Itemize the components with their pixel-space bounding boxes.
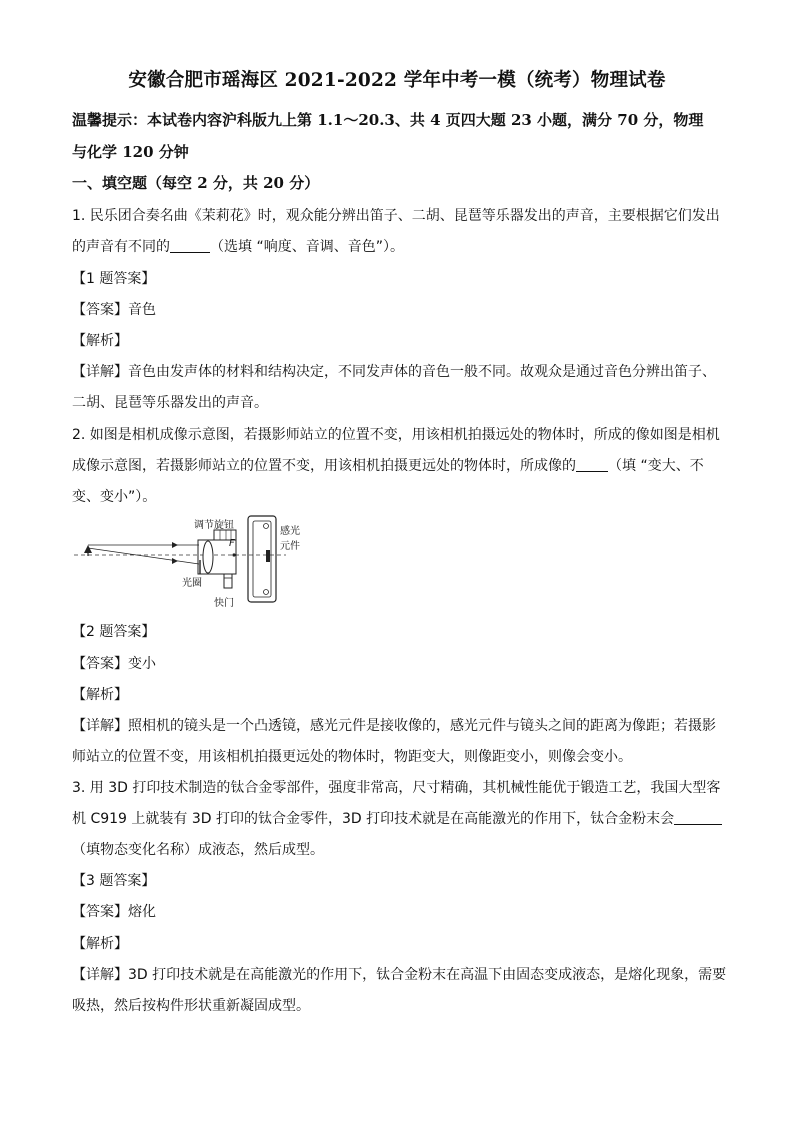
q2-answer-header: 【2 题答案】	[72, 624, 156, 640]
camera-diagram	[74, 512, 314, 612]
aperture-label: 光圈	[182, 578, 202, 589]
camera-body	[248, 516, 276, 602]
q2-analysis-label: 【解析】	[72, 687, 128, 703]
notice-line-2: 与化学 120 分钟	[72, 143, 189, 161]
q3-stem-text-a: 机 C919 上就装有 3D 打印的钛合金零件，3D 打印技术就是在高能激光的作用下，钛合金粉末会	[72, 811, 675, 827]
page-title: 安徽合肥市瑶海区 2021-2022 学年中考一模（统考）物理试卷	[128, 70, 666, 91]
ray-arrow-icon	[172, 542, 178, 548]
q1-detail-line-2: 二胡、昆琶等乐器发出的声音。	[72, 395, 268, 411]
q3-analysis-label: 【解析】	[72, 936, 128, 952]
q3-detail-line-1: 【详解】3D 打印技术就是在高能激光的作用下，钛合金粉末在高温下由固态变成液态，是熔化现象，需要	[72, 967, 727, 983]
q1-stem-line-1: 1. 民乐团合奏名曲《茉莉花》时，观众能分辨出笛子、二胡、昆琶等乐器发出的声音，主要根据它们发出	[72, 208, 720, 224]
q1-answer-blank	[170, 238, 210, 253]
q2-answer: 【答案】变小	[72, 656, 156, 672]
sensor-label-2: 元件	[280, 541, 300, 552]
q2-stem-text-b: （填 “变大、不	[608, 458, 704, 474]
q3-stem-line-3: （填物态变化名称）成液态，然后成型。	[72, 842, 324, 858]
shutter	[224, 574, 232, 588]
q1-answer-header: 【1 题答案】	[72, 271, 156, 287]
q2-stem-line-1: 2. 如图是相机成像示意图，若摄影师站立的位置不变，用该相机拍摄远处的物体时，所成的像如图是相机	[72, 427, 720, 443]
q2-stem-text-a: 成像示意图，若摄影师站立的位置不变，用该相机拍摄更远处的物体时，所成像的	[72, 458, 576, 474]
sensor-element	[266, 550, 270, 562]
q2-detail-line-2: 师站立的位置不变，用该相机拍摄更远处的物体时，物距变大，则像距变小，则像会变小。	[72, 749, 632, 765]
q1-answer: 【答案】音色	[72, 302, 156, 318]
q1-analysis-label: 【解析】	[72, 333, 128, 349]
q1-stem-text-b: （选填 “响度、音调、音色”）。	[210, 239, 404, 255]
object-tree-icon	[84, 545, 92, 556]
film-roller-icon	[264, 524, 269, 529]
q3-answer-blank	[674, 810, 722, 825]
notice-line-1: 温馨提示：本试卷内容沪科版九上第 1.1～20.3、共 4 页四大题 23 小题，满分 70 分，物理	[72, 111, 704, 129]
q1-stem-text-a: 的声音有不同的	[72, 239, 170, 255]
shutter-label: 快门	[214, 598, 234, 609]
q2-answer-blank	[576, 457, 608, 472]
q2-detail-line-1: 【详解】照相机的镜头是一个凸透镜，感光元件是接收像的，感光元件与镜头之间的距离为像距；若摄影	[72, 718, 716, 734]
q3-stem-line-1: 3. 用 3D 打印技术制造的钛合金零部件，强度非常高，尺寸精确，其机械性能优于锻造工艺，我国大型客	[72, 780, 721, 796]
light-ray-bottom	[88, 548, 199, 564]
q1-stem-line-2	[72, 236, 404, 256]
q1-detail-line-1: 【详解】音色由发声体的材料和结构决定，不同发声体的音色一般不同。故观众是通过音色分辨出笛子、	[72, 364, 716, 380]
ray-arrow-icon	[172, 558, 178, 564]
q2-stem-line-3: 变、变小”）。	[72, 489, 157, 505]
convex-lens	[203, 541, 213, 573]
focus-point	[232, 553, 235, 556]
film-roller-icon	[264, 590, 269, 595]
q3-detail-line-2: 吸热，然后按构件形状重新凝固成型。	[72, 998, 310, 1014]
q2-stem-line-2	[72, 455, 704, 475]
q3-stem-line-2	[72, 808, 722, 828]
focus-label: F	[229, 538, 235, 549]
q3-answer: 【答案】熔化	[72, 904, 156, 920]
sensor-label-1: 感光	[280, 526, 300, 537]
section-heading: 一、填空题（每空 2 分，共 20 分）	[72, 174, 320, 192]
knob-label: 调节旋钮	[194, 520, 234, 531]
q3-answer-header: 【3 题答案】	[72, 873, 156, 889]
